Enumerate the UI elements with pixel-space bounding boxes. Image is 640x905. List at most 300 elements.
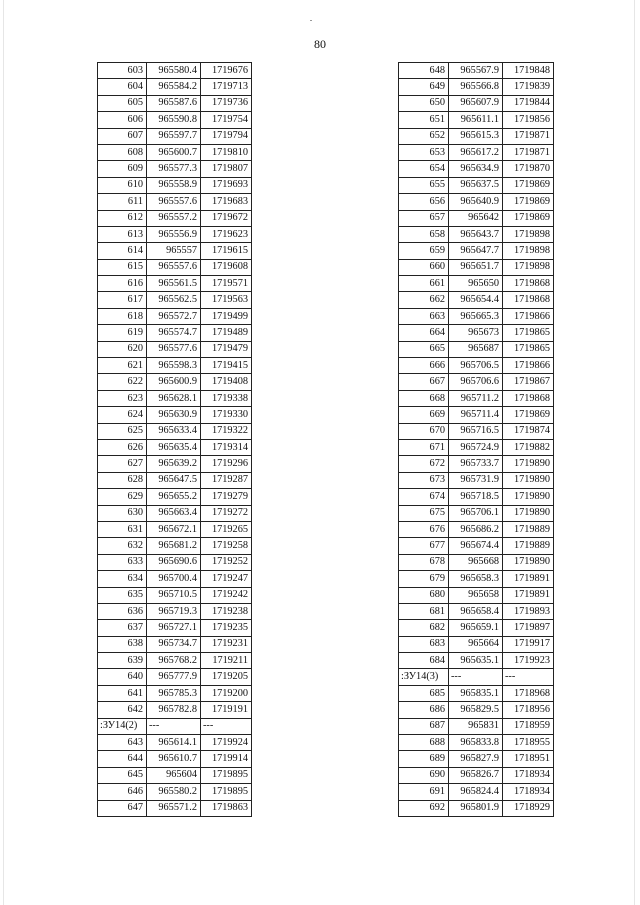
x-coordinate-cell: 965604 — [147, 767, 201, 783]
table-row — [98, 587, 252, 603]
y-coordinate-cell: 1719672 — [201, 210, 252, 226]
point-number-cell: 623 — [98, 390, 147, 406]
y-coordinate-cell: 1719869 — [503, 194, 554, 210]
y-coordinate-cell: 1719889 — [503, 538, 554, 554]
y-coordinate-cell: 1718968 — [503, 685, 554, 701]
x-coordinate-cell: 965659.1 — [449, 620, 503, 636]
point-number-cell: 607 — [98, 128, 147, 144]
x-coordinate-cell: 965718.5 — [449, 489, 503, 505]
y-coordinate-cell: 1719287 — [201, 472, 252, 488]
table-row — [399, 653, 554, 669]
x-coordinate-cell: 965630.9 — [147, 407, 201, 423]
point-number-cell: 630 — [98, 505, 147, 521]
point-number-cell: 624 — [98, 407, 147, 423]
x-coordinate-cell: 965635.4 — [147, 439, 201, 455]
table-row — [98, 128, 252, 144]
point-number-cell: 654 — [399, 161, 449, 177]
table-row — [98, 784, 252, 800]
y-coordinate-cell: 1719890 — [503, 554, 554, 570]
y-coordinate-cell: 1719623 — [201, 226, 252, 242]
x-coordinate-cell: 965590.8 — [147, 112, 201, 128]
point-number-cell: 671 — [399, 439, 449, 455]
y-coordinate-cell: 1719693 — [201, 177, 252, 193]
point-number-cell: 663 — [399, 308, 449, 324]
x-coordinate-cell: 965580.4 — [147, 63, 201, 79]
y-coordinate-cell: 1719479 — [201, 341, 252, 357]
scan-edge-left — [3, 0, 4, 905]
point-number-cell: 645 — [98, 767, 147, 783]
x-coordinate-cell: 965597.7 — [147, 128, 201, 144]
y-coordinate-cell: 1719869 — [503, 407, 554, 423]
x-coordinate-cell: 965665.3 — [449, 308, 503, 324]
table-row — [98, 439, 252, 455]
x-coordinate-cell: 965706.1 — [449, 505, 503, 521]
y-coordinate-cell: 1719713 — [201, 79, 252, 95]
x-coordinate-cell: 965835.1 — [449, 685, 503, 701]
point-number-cell: 688 — [399, 735, 449, 751]
x-coordinate-cell: 965719.3 — [147, 603, 201, 619]
y-coordinate-cell: 1719917 — [503, 636, 554, 652]
table-row — [399, 95, 554, 111]
table-row — [399, 718, 554, 734]
point-number-cell: 625 — [98, 423, 147, 439]
y-coordinate-cell: 1719489 — [201, 325, 252, 341]
y-coordinate-cell: --- — [201, 718, 252, 734]
x-coordinate-cell: 965734.7 — [147, 636, 201, 652]
x-coordinate-cell: 965673 — [449, 325, 503, 341]
table-row — [399, 669, 554, 685]
x-coordinate-cell: 965826.7 — [449, 767, 503, 783]
point-number-cell: 684 — [399, 653, 449, 669]
y-coordinate-cell: 1719871 — [503, 128, 554, 144]
y-coordinate-cell: 1719571 — [201, 276, 252, 292]
point-number-cell: 631 — [98, 521, 147, 537]
table-row — [399, 735, 554, 751]
table-row — [98, 669, 252, 685]
table-row — [399, 521, 554, 537]
x-coordinate-cell: 965643.7 — [449, 226, 503, 242]
y-coordinate-cell: 1719895 — [201, 784, 252, 800]
y-coordinate-cell: 1719871 — [503, 144, 554, 160]
x-coordinate-cell: 965716.5 — [449, 423, 503, 439]
table-row — [98, 79, 252, 95]
y-coordinate-cell: 1719869 — [503, 210, 554, 226]
table-row — [399, 800, 554, 816]
point-number-cell: 629 — [98, 489, 147, 505]
point-number-cell: 677 — [399, 538, 449, 554]
y-coordinate-cell: 1718951 — [503, 751, 554, 767]
point-number-cell: 632 — [98, 538, 147, 554]
point-number-cell: 661 — [399, 276, 449, 292]
y-coordinate-cell: 1719314 — [201, 439, 252, 455]
x-coordinate-cell: --- — [147, 718, 201, 734]
y-coordinate-cell: 1719408 — [201, 374, 252, 390]
table-row — [399, 63, 554, 79]
table-row — [399, 112, 554, 128]
point-number-cell: 692 — [399, 800, 449, 816]
point-number-cell: 644 — [98, 751, 147, 767]
table-row — [98, 226, 252, 242]
y-coordinate-cell: 1719563 — [201, 292, 252, 308]
point-number-cell: 636 — [98, 603, 147, 619]
point-number-cell: 647 — [98, 800, 147, 816]
x-coordinate-cell: 965829.5 — [449, 702, 503, 718]
table-row — [98, 308, 252, 324]
point-number-cell: 687 — [399, 718, 449, 734]
x-coordinate-cell: 965628.1 — [147, 390, 201, 406]
table-row — [98, 472, 252, 488]
point-number-cell: 662 — [399, 292, 449, 308]
x-coordinate-cell: 965727.1 — [147, 620, 201, 636]
y-coordinate-cell: 1719330 — [201, 407, 252, 423]
table-row — [399, 439, 554, 455]
table-row — [98, 276, 252, 292]
y-coordinate-cell: 1719265 — [201, 521, 252, 537]
x-coordinate-cell: 965664 — [449, 636, 503, 652]
y-coordinate-cell: 1719865 — [503, 341, 554, 357]
point-number-cell: 666 — [399, 358, 449, 374]
table-row — [399, 489, 554, 505]
point-number-cell: 667 — [399, 374, 449, 390]
y-coordinate-cell: 1719869 — [503, 177, 554, 193]
point-number-cell: 680 — [399, 587, 449, 603]
table-row — [98, 243, 252, 259]
table-row — [399, 702, 554, 718]
point-number-cell: 656 — [399, 194, 449, 210]
table-row — [98, 63, 252, 79]
page-number: 80 — [314, 37, 326, 51]
x-coordinate-cell: 965711.4 — [449, 407, 503, 423]
y-coordinate-cell: 1718934 — [503, 784, 554, 800]
point-number-cell: 691 — [399, 784, 449, 800]
table-row — [399, 767, 554, 783]
x-coordinate-cell: --- — [449, 669, 503, 685]
table-row — [399, 177, 554, 193]
table-row — [399, 341, 554, 357]
x-coordinate-cell: 965785.3 — [147, 685, 201, 701]
y-coordinate-cell: 1719338 — [201, 390, 252, 406]
table-row — [399, 144, 554, 160]
y-coordinate-cell: 1719205 — [201, 669, 252, 685]
y-coordinate-cell: 1718955 — [503, 735, 554, 751]
point-number-cell: 605 — [98, 95, 147, 111]
y-coordinate-cell: 1719191 — [201, 702, 252, 718]
point-number-cell: 633 — [98, 554, 147, 570]
x-coordinate-cell: 965617.2 — [449, 144, 503, 160]
y-coordinate-cell: 1719238 — [201, 603, 252, 619]
point-number-cell: 670 — [399, 423, 449, 439]
x-coordinate-cell: 965827.9 — [449, 751, 503, 767]
coordinates-table-right — [398, 62, 554, 817]
point-number-cell: 626 — [98, 439, 147, 455]
y-coordinate-cell: 1719870 — [503, 161, 554, 177]
scan-speck — [310, 20, 312, 21]
table-row — [399, 620, 554, 636]
y-coordinate-cell: 1719615 — [201, 243, 252, 259]
x-coordinate-cell: 965598.3 — [147, 358, 201, 374]
x-coordinate-cell: 965651.7 — [449, 259, 503, 275]
y-coordinate-cell: 1719866 — [503, 308, 554, 324]
table-row — [399, 79, 554, 95]
table-row — [98, 194, 252, 210]
point-number-cell: 621 — [98, 358, 147, 374]
table-row — [399, 685, 554, 701]
y-coordinate-cell: 1719923 — [503, 653, 554, 669]
x-coordinate-cell: 965567.9 — [449, 63, 503, 79]
point-number-cell: 648 — [399, 63, 449, 79]
point-number-cell: 617 — [98, 292, 147, 308]
point-number-cell: 682 — [399, 620, 449, 636]
point-number-cell: 681 — [399, 603, 449, 619]
point-number-cell: 638 — [98, 636, 147, 652]
y-coordinate-cell: 1719891 — [503, 587, 554, 603]
point-number-cell: 620 — [98, 341, 147, 357]
x-coordinate-cell: 965587.6 — [147, 95, 201, 111]
y-coordinate-cell: 1719856 — [503, 112, 554, 128]
table-row — [98, 456, 252, 472]
x-coordinate-cell: 965658.3 — [449, 571, 503, 587]
point-number-cell: 678 — [399, 554, 449, 570]
y-coordinate-cell: 1719890 — [503, 505, 554, 521]
table-row — [98, 685, 252, 701]
table-body-left — [98, 63, 252, 817]
x-coordinate-cell: 965561.5 — [147, 276, 201, 292]
point-number-cell: 686 — [399, 702, 449, 718]
x-coordinate-cell: 965824.4 — [449, 784, 503, 800]
table-row — [98, 571, 252, 587]
table-row — [98, 521, 252, 537]
table-row — [399, 276, 554, 292]
point-number-cell: 689 — [399, 751, 449, 767]
y-coordinate-cell: 1719608 — [201, 259, 252, 275]
table-row — [399, 751, 554, 767]
table-row — [399, 390, 554, 406]
x-coordinate-cell: 965655.2 — [147, 489, 201, 505]
point-number-cell: 675 — [399, 505, 449, 521]
y-coordinate-cell: 1719810 — [201, 144, 252, 160]
point-number-cell: 646 — [98, 784, 147, 800]
point-number-cell: 615 — [98, 259, 147, 275]
table-row — [98, 161, 252, 177]
x-coordinate-cell: 965614.1 — [147, 735, 201, 751]
y-coordinate-cell: 1719848 — [503, 63, 554, 79]
table-row — [399, 784, 554, 800]
y-coordinate-cell: 1719889 — [503, 521, 554, 537]
point-number-cell: 653 — [399, 144, 449, 160]
x-coordinate-cell: 965686.2 — [449, 521, 503, 537]
x-coordinate-cell: 965611.1 — [449, 112, 503, 128]
point-number-cell: 628 — [98, 472, 147, 488]
x-coordinate-cell: 965768.2 — [147, 653, 201, 669]
y-coordinate-cell: 1719807 — [201, 161, 252, 177]
x-coordinate-cell: 965642 — [449, 210, 503, 226]
point-number-cell: 685 — [399, 685, 449, 701]
point-number-cell: :ЗУ14(2) — [98, 718, 147, 734]
y-coordinate-cell: 1719867 — [503, 374, 554, 390]
y-coordinate-cell: 1719868 — [503, 276, 554, 292]
x-coordinate-cell: 965700.4 — [147, 571, 201, 587]
x-coordinate-cell: 965577.3 — [147, 161, 201, 177]
table-row — [98, 603, 252, 619]
y-coordinate-cell: 1719794 — [201, 128, 252, 144]
y-coordinate-cell: 1719898 — [503, 226, 554, 242]
x-coordinate-cell: 965724.9 — [449, 439, 503, 455]
x-coordinate-cell: 965600.7 — [147, 144, 201, 160]
point-number-cell: 634 — [98, 571, 147, 587]
table-row — [98, 177, 252, 193]
table-row — [399, 210, 554, 226]
y-coordinate-cell: 1719415 — [201, 358, 252, 374]
point-number-cell: 637 — [98, 620, 147, 636]
x-coordinate-cell: 965711.2 — [449, 390, 503, 406]
table-row — [98, 112, 252, 128]
table-row — [399, 636, 554, 652]
table-row — [98, 374, 252, 390]
point-number-cell: 659 — [399, 243, 449, 259]
table-row — [98, 767, 252, 783]
y-coordinate-cell: 1719882 — [503, 439, 554, 455]
table-row — [98, 423, 252, 439]
table-row — [399, 161, 554, 177]
table-row — [399, 603, 554, 619]
x-coordinate-cell: 965654.4 — [449, 292, 503, 308]
y-coordinate-cell: 1719736 — [201, 95, 252, 111]
y-coordinate-cell: --- — [503, 669, 554, 685]
x-coordinate-cell: 965557 — [147, 243, 201, 259]
x-coordinate-cell: 965731.9 — [449, 472, 503, 488]
x-coordinate-cell: 965634.9 — [449, 161, 503, 177]
y-coordinate-cell: 1719200 — [201, 685, 252, 701]
y-coordinate-cell: 1719754 — [201, 112, 252, 128]
y-coordinate-cell: 1719895 — [201, 767, 252, 783]
x-coordinate-cell: 965639.2 — [147, 456, 201, 472]
point-number-cell: 606 — [98, 112, 147, 128]
point-number-cell: 683 — [399, 636, 449, 652]
table-row — [98, 144, 252, 160]
y-coordinate-cell: 1719890 — [503, 472, 554, 488]
table-row — [98, 292, 252, 308]
x-coordinate-cell: 965610.7 — [147, 751, 201, 767]
x-coordinate-cell: 965633.4 — [147, 423, 201, 439]
x-coordinate-cell: 965635.1 — [449, 653, 503, 669]
x-coordinate-cell: 965571.2 — [147, 800, 201, 816]
y-coordinate-cell: 1719683 — [201, 194, 252, 210]
x-coordinate-cell: 965777.9 — [147, 669, 201, 685]
x-coordinate-cell: 965706.5 — [449, 358, 503, 374]
table-row — [399, 505, 554, 521]
point-number-cell: 655 — [399, 177, 449, 193]
y-coordinate-cell: 1719211 — [201, 653, 252, 669]
table-row — [399, 456, 554, 472]
x-coordinate-cell: 965584.2 — [147, 79, 201, 95]
y-coordinate-cell: 1719844 — [503, 95, 554, 111]
table-row — [98, 259, 252, 275]
y-coordinate-cell: 1719839 — [503, 79, 554, 95]
point-number-cell: 658 — [399, 226, 449, 242]
x-coordinate-cell: 965833.8 — [449, 735, 503, 751]
y-coordinate-cell: 1719898 — [503, 259, 554, 275]
y-coordinate-cell: 1719279 — [201, 489, 252, 505]
table-row — [98, 341, 252, 357]
table-row — [98, 390, 252, 406]
x-coordinate-cell: 965658.4 — [449, 603, 503, 619]
point-number-cell: 603 — [98, 63, 147, 79]
point-number-cell: 668 — [399, 390, 449, 406]
table-row — [399, 308, 554, 324]
table-row — [98, 800, 252, 816]
x-coordinate-cell: 965557.2 — [147, 210, 201, 226]
x-coordinate-cell: 965572.7 — [147, 308, 201, 324]
point-number-cell: 639 — [98, 653, 147, 669]
y-coordinate-cell: 1719242 — [201, 587, 252, 603]
table-row — [98, 358, 252, 374]
point-number-cell: 651 — [399, 112, 449, 128]
y-coordinate-cell: 1719897 — [503, 620, 554, 636]
table-row — [399, 358, 554, 374]
x-coordinate-cell: 965557.6 — [147, 194, 201, 210]
scan-edge-right — [634, 0, 635, 905]
x-coordinate-cell: 965672.1 — [147, 521, 201, 537]
y-coordinate-cell: 1719247 — [201, 571, 252, 587]
point-number-cell: 660 — [399, 259, 449, 275]
table-row — [399, 423, 554, 439]
table-row — [98, 718, 252, 734]
x-coordinate-cell: 965674.4 — [449, 538, 503, 554]
point-number-cell: :ЗУ14(3) — [399, 669, 449, 685]
point-number-cell: 614 — [98, 243, 147, 259]
point-number-cell: 669 — [399, 407, 449, 423]
table-row — [399, 374, 554, 390]
table-row — [399, 226, 554, 242]
y-coordinate-cell: 1719272 — [201, 505, 252, 521]
x-coordinate-cell: 965706.6 — [449, 374, 503, 390]
table-row — [98, 407, 252, 423]
y-coordinate-cell: 1719231 — [201, 636, 252, 652]
y-coordinate-cell: 1719890 — [503, 456, 554, 472]
point-number-cell: 690 — [399, 767, 449, 783]
x-coordinate-cell: 965600.9 — [147, 374, 201, 390]
table-row — [98, 653, 252, 669]
table-row — [98, 325, 252, 341]
table-row — [98, 620, 252, 636]
table-row — [98, 95, 252, 111]
point-number-cell: 608 — [98, 144, 147, 160]
point-number-cell: 650 — [399, 95, 449, 111]
point-number-cell: 657 — [399, 210, 449, 226]
y-coordinate-cell: 1719499 — [201, 308, 252, 324]
y-coordinate-cell: 1718956 — [503, 702, 554, 718]
x-coordinate-cell: 965782.8 — [147, 702, 201, 718]
y-coordinate-cell: 1719863 — [201, 800, 252, 816]
point-number-cell: 665 — [399, 341, 449, 357]
point-number-cell: 613 — [98, 226, 147, 242]
point-number-cell: 622 — [98, 374, 147, 390]
y-coordinate-cell: 1718959 — [503, 718, 554, 734]
y-coordinate-cell: 1719874 — [503, 423, 554, 439]
point-number-cell: 641 — [98, 685, 147, 701]
y-coordinate-cell: 1719924 — [201, 735, 252, 751]
y-coordinate-cell: 1719868 — [503, 390, 554, 406]
y-coordinate-cell: 1719676 — [201, 63, 252, 79]
table-row — [98, 636, 252, 652]
table-row — [98, 554, 252, 570]
x-coordinate-cell: 965647.7 — [449, 243, 503, 259]
y-coordinate-cell: 1718934 — [503, 767, 554, 783]
point-number-cell: 664 — [399, 325, 449, 341]
x-coordinate-cell: 965562.5 — [147, 292, 201, 308]
point-number-cell: 635 — [98, 587, 147, 603]
point-number-cell: 611 — [98, 194, 147, 210]
